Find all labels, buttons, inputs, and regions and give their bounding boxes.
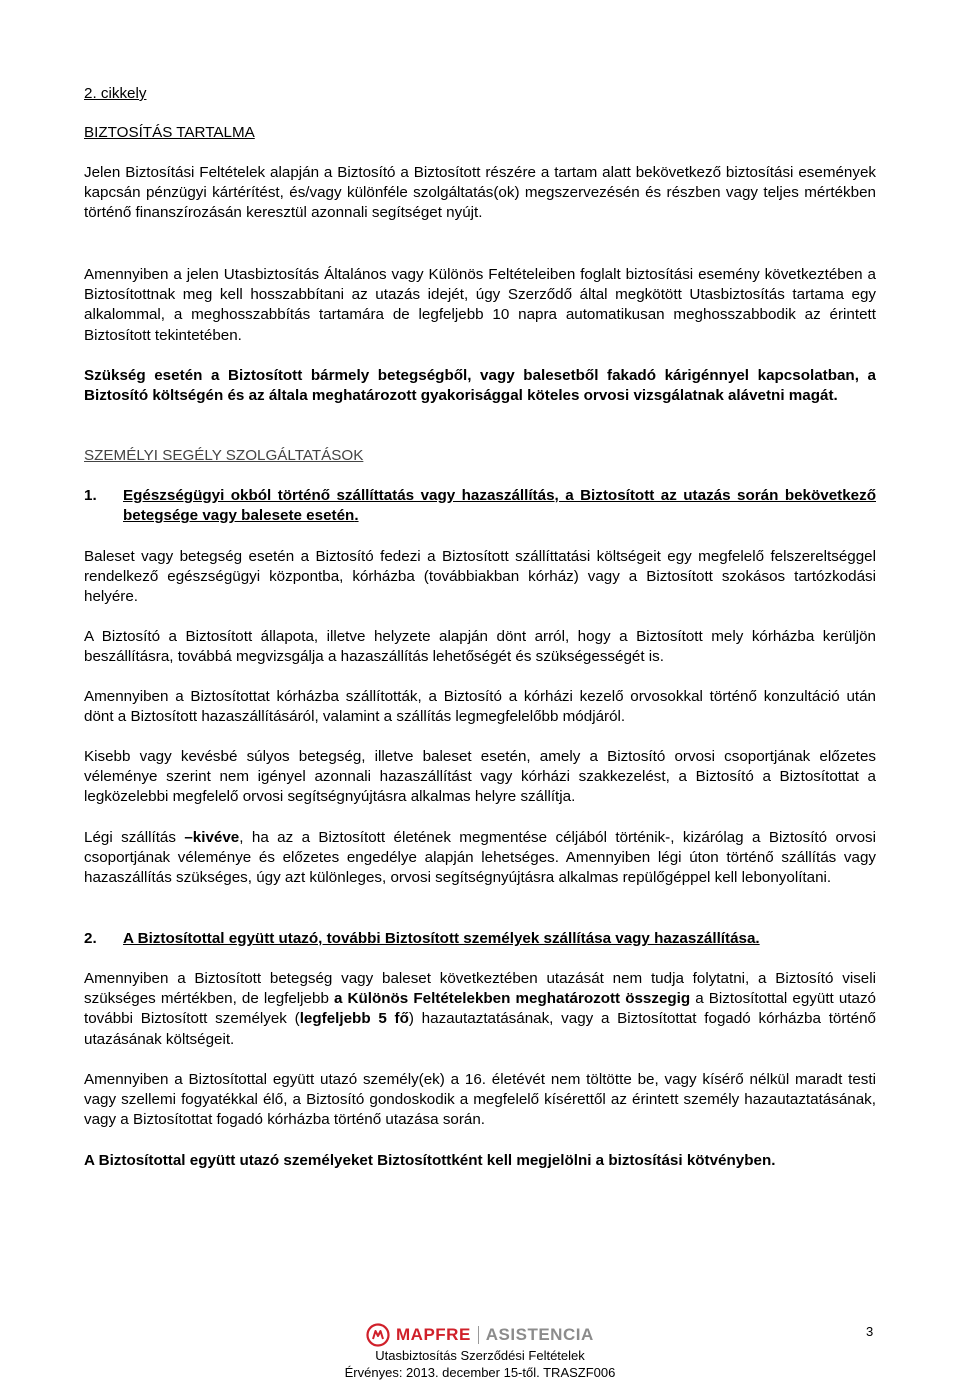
brand-separator — [478, 1326, 479, 1344]
companion-bold-2: legfeljebb 5 fő — [299, 1010, 409, 1028]
air-transport-text-1: Légi szállítás — [84, 829, 185, 846]
paragraph-hospital-decision: A Biztosító a Biztosított állapota, illetve helyzete alapján dönt arról, hogy a Biztosított mely kórházba kerüljön beszállításra, továbbá megvizsgálja a hazaszállítás lehetőségét és szükségességét is. — [84, 628, 876, 666]
footer-validity: Érvényes: 2013. december 15-től. TRASZF006 — [344, 1365, 616, 1380]
brand-name-mapfre: MAPFRE — [396, 1325, 471, 1344]
paragraph-air-transport — [84, 828, 876, 889]
paragraph-repatriation-decision: Amennyiben a Biztosítottat kórházba szállították, a Biztosító a kórházi kezelő orvosokkal történő konzultáció után dönt a Biztosított hazaszállításáról, valamint a szállítás legmegfelelőbb módjáról. — [84, 688, 876, 726]
paragraph-transport-costs: Baleset vagy betegség esetén a Biztosító fedezi a Biztosított szállíttatási költségeit egy megfelelő felszereltséggel rendelkező egészségügyi központba, kórházba (továbbiakban kórház) vagy a Biztosított szokásos tartózkodási helyére. — [84, 548, 876, 606]
list-item-1-number: 1. — [84, 487, 97, 504]
air-transport-bold: –kivéve — [184, 829, 240, 846]
paragraph-intro: Jelen Biztosítási Feltételek alapján a Biztosító a Biztosított részére a tartam alatt bekövetkező biztosítási események kapcsán pénzügyi kártérítést, és/vagy különféle szolgáltatás(ok) megszervezésén és részben vagy teljes mértékben történő finanszírozásán keresztül azonnali segítséget nyújt. — [84, 164, 876, 222]
companion-bold-1: a Különös Feltételekben meghatározott összegig — [333, 990, 691, 1008]
paragraph-minor-illness: Kisebb vagy kevésbé súlyos betegség, illetve baleset esetén, amely a Biztosító orvosi csoportjának előzetes véleménye szerint nem igényel azonnali hazaszállítást vagy kórházi szakkezelést, a Biztosító a Biztosítottat a legközelebbi megfelelő orvosi segítségnyújtásra alkalmas helyre szállítja. — [84, 748, 876, 806]
paragraph-minor-companion: Amennyiben a Biztosítottal együtt utazó személy(ek) a 16. életévét nem töltötte be, vagy kísérő nélkül maradt testi vagy szellemi fogyatékkal élő, a Biztosító gondoskodik a megfelelő kísérettől az érintett személy hazautaztatásának, vagy a Biztosítottat fogadó kórházba történő utazása során. — [84, 1071, 876, 1129]
brand-logo — [366, 1322, 594, 1348]
list-item-2-title: A Biztosítottal együtt utazó, további Biztosított személyek szállítása vagy hazaszállítása. — [123, 930, 760, 947]
companion-text-2: a Biztosítottal együtt utazó további Biztosított személyek ( — [84, 990, 876, 1028]
list-item-2-heading — [84, 929, 876, 949]
article-number: 2. cikkely — [84, 85, 147, 102]
footer-document-title: Utasbiztosítás Szerződési Feltételek — [375, 1348, 585, 1363]
mapfre-logo-icon — [366, 1323, 390, 1347]
air-transport-text-2: , ha az a Biztosított életének megmentése céljából történik-, kizárólag a Biztosító orvosi csoportjának véleménye és előzetes engedélye alapján lehetséges. Amennyiben légi úton történő szállítás vagy hazaszállítás szükséges, úgy azt különleges, orvosi segítségnyújtásra alkalmas repülőgéppel kell lebonyolítani. — [84, 829, 877, 887]
section-title: SZEMÉLYI SEGÉLY SZOLGÁLTATÁSOK — [84, 447, 364, 464]
list-item-2-number: 2. — [84, 930, 97, 947]
companion-text-3: ) hazautaztatásának, vagy a Biztosítottat fogadó kórházba történő utazásának költségeit. — [84, 1010, 876, 1048]
article-title: BIZTOSÍTÁS TARTALMA — [84, 124, 255, 141]
paragraph-extension: Amennyiben a jelen Utasbiztosítás Általános vagy Különös Feltételeiben foglalt biztosítási esemény következtében a Biztosítottnak meg kell hosszabbítani az utazás idejét, úgy Szerződő által megkötött Utasbiztosítás tartama egy alkalommal, a meghosszabbítás tartamára de legfeljebb 10 napra automatikusan meghosszabbodik az érintett Biztosított tekintetében. — [84, 266, 876, 344]
paragraph-medical-exam: Szükség esetén a Biztosított bármely betegségből, vagy balesetből fakadó kárigénnyel kapcsolatban, a Biztosító költségén és az általa meghatározott gyakorisággal köteles orvosi vizsgálatnak alávetni magát. — [84, 367, 876, 405]
companion-text-1: Amennyiben a Biztosított betegség vagy baleset következtében utazását nem tudja folytatni, a Biztosító viseli szükséges mértékben, de legfeljebb — [84, 970, 876, 1008]
page-number: 3 — [866, 1324, 874, 1339]
list-item-1-title-end: . — [354, 507, 359, 525]
paragraph-policy-note: A Biztosítottal együtt utazó személyeket Biztosítottként kell megjelölni a biztosítási kötvényben. — [84, 1152, 776, 1169]
list-item-1-title-text: Egészségügyi okból történő szállíttatás vagy hazaszállítás, a Biztosított az utazás során bekövetkező betegsége vagy balesete esetén — [123, 487, 876, 525]
list-item-1-heading — [84, 486, 876, 526]
brand-name-asistencia: ASISTENCIA — [485, 1325, 594, 1344]
list-item-1-title — [123, 486, 876, 526]
paragraph-companion-costs — [84, 969, 876, 1050]
